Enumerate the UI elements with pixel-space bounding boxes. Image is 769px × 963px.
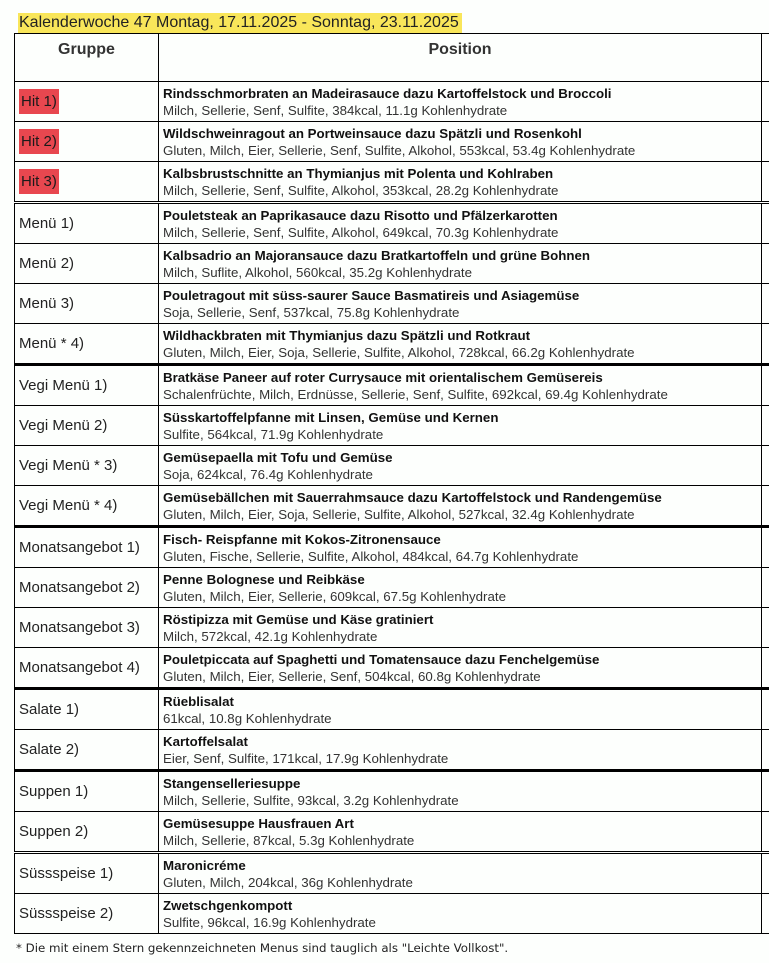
table-row (15, 406, 769, 446)
dish-info: Sulfite, 564kcal, 71.9g Kohlenhydrate (163, 426, 384, 442)
group-label: Vegi Menü * 4) (19, 497, 118, 514)
dish-info: Milch, Suflite, Alkohol, 560kcal, 35.2g Kohlenhydrate (163, 264, 472, 280)
table-row (15, 284, 769, 324)
group-label: Süssspeise 1) (19, 865, 114, 882)
dish-name: Wildhackbraten mit Thymianjus dazu Spätzli und Rotkraut (163, 327, 531, 343)
dish-name: Rindsschmorbraten an Madeirasauce dazu Kartoffelstock und Broccoli (163, 85, 612, 101)
table-header (15, 34, 769, 82)
header-position: Position (159, 34, 762, 82)
table-row (15, 730, 769, 771)
group-cell (15, 284, 159, 324)
dish-name: Bratkäse Paneer auf roter Currysauce mit orientalischem Gemüsereis (163, 369, 603, 385)
position-cell (159, 894, 762, 934)
dish-name: Pouletsteak an Paprikasauce dazu Risotto und Pfälzerkarotten (163, 207, 558, 223)
group-cell (15, 853, 159, 894)
group-cell (15, 648, 159, 689)
group-cell (15, 486, 159, 527)
group-cell (15, 894, 159, 934)
position-cell (159, 122, 762, 162)
group-cell (15, 568, 159, 608)
extra-cell (762, 284, 769, 324)
dish-name: Gemüsepaella mit Tofu und Gemüse (163, 449, 393, 465)
dish-name: Gemüsesuppe Hausfrauen Art (163, 815, 354, 831)
group-cell (15, 324, 159, 365)
dish-name: Stangenselleriesuppe (163, 775, 301, 791)
table-row (15, 82, 769, 122)
position-cell (159, 527, 762, 568)
extra-cell (762, 568, 769, 608)
extra-cell (762, 82, 769, 122)
extra-cell (762, 689, 769, 730)
dish-name: Röstipizza mit Gemüse und Käse gratiniert (163, 611, 434, 627)
table-row (15, 365, 769, 406)
dish-name: Maronicréme (163, 857, 246, 873)
position-cell (159, 284, 762, 324)
table-row (15, 853, 769, 894)
dish-name: Kalbsadrio an Majoransauce dazu Bratkartoffeln und grüne Bohnen (163, 247, 591, 263)
dish-info: Milch, Sellerie, Senf, Sulfite, Alkohol, 649kcal, 70.3g Kohlenhydrate (163, 224, 559, 240)
group-cell (15, 406, 159, 446)
dish-name: Kalbsbrustschnitte an Thymianjus mit Polenta und Kohlraben (163, 165, 554, 181)
position-cell (159, 486, 762, 527)
group-cell (15, 812, 159, 853)
extra-cell (762, 648, 769, 689)
position-cell (159, 82, 762, 122)
dish-info: Milch, Sellerie, 87kcal, 5.3g Kohlenhydrate (163, 832, 415, 848)
dish-info: Milch, 572kcal, 42.1g Kohlenhydrate (163, 628, 378, 644)
extra-cell (762, 486, 769, 527)
table-row (15, 203, 769, 244)
position-cell (159, 730, 762, 771)
group-cell (15, 608, 159, 648)
extra-cell (762, 730, 769, 771)
extra-cell (762, 894, 769, 934)
group-label: Vegi Menü 1) (19, 377, 108, 394)
position-cell (159, 648, 762, 689)
extra-cell (762, 771, 769, 812)
dish-name: Kartoffelsalat (163, 733, 248, 749)
group-label: Monatsangebot 2) (19, 579, 140, 596)
extra-cell (762, 162, 769, 203)
group-label: Salate 1) (19, 701, 80, 718)
table-row (15, 486, 769, 527)
position-cell (159, 244, 762, 284)
dish-info: Eier, Senf, Sulfite, 171kcal, 17.9g Kohlenhydrate (163, 750, 449, 766)
group-label: Vegi Menü * 3) (19, 457, 118, 474)
group-cell (15, 771, 159, 812)
dish-name: Penne Bolognese und Reibkäse (163, 571, 365, 587)
dish-info: Sulfite, 96kcal, 16.9g Kohlenhydrate (163, 914, 376, 930)
dish-info: Soja, Sellerie, Senf, 537kcal, 75.8g Kohlenhydrate (163, 304, 460, 320)
group-label: Menü * 4) (19, 335, 85, 352)
dish-info: Schalenfrüchte, Milch, Erdnüsse, Sellerie, Senf, Sulfite, 692kcal, 69.4g Kohlenhydrate (163, 386, 668, 402)
group-cell (15, 203, 159, 244)
group-label: Vegi Menü 2) (19, 417, 108, 434)
group-label: Salate 2) (19, 741, 80, 758)
dish-info: Milch, Sellerie, Senf, Sulfite, Alkohol, 353kcal, 28.2g Kohlenhydrate (163, 182, 559, 198)
group-label: Monatsangebot 1) (19, 539, 140, 556)
hit-label: Hit 2) (19, 129, 59, 154)
footnote: * Die mit einem Stern gekennzeichneten Menus sind tauglich als "Leichte Vollkost". (16, 941, 509, 955)
group-label: Menü 3) (19, 295, 75, 312)
dish-info: Milch, Sellerie, Senf, Sulfite, 384kcal, 11.1g Kohlenhydrate (163, 102, 508, 118)
table-row (15, 527, 769, 568)
extra-cell (762, 406, 769, 446)
table-row (15, 122, 769, 162)
extra-cell (762, 812, 769, 853)
dish-info: Gluten, Milch, Eier, Sellerie, Senf, 504kcal, 60.8g Kohlenhydrate (163, 668, 541, 684)
group-cell (15, 122, 159, 162)
position-cell (159, 162, 762, 203)
week-title: Kalenderwoche 47 Montag, 17.11.2025 - Sonntag, 23.11.2025 (18, 13, 462, 33)
table-row (15, 244, 769, 284)
position-cell (159, 812, 762, 853)
group-cell (15, 82, 159, 122)
position-cell (159, 446, 762, 486)
position-cell (159, 203, 762, 244)
position-cell (159, 365, 762, 406)
extra-cell (762, 446, 769, 486)
dish-info: Gluten, Milch, Eier, Soja, Sellerie, Sulfite, Alkohol, 728kcal, 66.2g Kohlenhydrate (163, 344, 635, 360)
menu-rows (15, 82, 769, 934)
table-row (15, 324, 769, 365)
dish-info: 61kcal, 10.8g Kohlenhydrate (163, 710, 332, 726)
group-cell (15, 730, 159, 771)
table-row (15, 568, 769, 608)
extra-cell (762, 122, 769, 162)
position-cell (159, 689, 762, 730)
table-row (15, 608, 769, 648)
table-row (15, 894, 769, 934)
group-label: Monatsangebot 3) (19, 619, 140, 636)
hit-label: Hit 3) (19, 169, 59, 194)
group-cell (15, 365, 159, 406)
group-label: Suppen 2) (19, 823, 89, 840)
position-cell (159, 608, 762, 648)
menu-table (14, 33, 769, 934)
position-cell (159, 853, 762, 894)
table-row (15, 812, 769, 853)
dish-name: Rüeblisalat (163, 693, 234, 709)
dish-name: Pouletpiccata auf Spaghetti und Tomatensauce dazu Fenchelgemüse (163, 651, 600, 667)
extra-cell (762, 244, 769, 284)
extra-cell (762, 853, 769, 894)
position-cell (159, 324, 762, 365)
dish-name: Zwetschgenkompott (163, 897, 293, 913)
table-row (15, 689, 769, 730)
dish-name: Wildschweinragout an Portweinsauce dazu Spätzli und Rosenkohl (163, 125, 582, 141)
hit-label: Hit 1) (19, 89, 59, 114)
dish-info: Gluten, Milch, 204kcal, 36g Kohlenhydrate (163, 874, 413, 890)
group-cell (15, 527, 159, 568)
position-cell (159, 568, 762, 608)
position-cell (159, 771, 762, 812)
table-row (15, 446, 769, 486)
extra-cell (762, 527, 769, 568)
group-label: Süssspeise 2) (19, 905, 114, 922)
position-cell (159, 406, 762, 446)
group-cell (15, 689, 159, 730)
table-row (15, 648, 769, 689)
dish-info: Gluten, Milch, Eier, Sellerie, 609kcal, 67.5g Kohlenhydrate (163, 588, 506, 604)
group-label: Suppen 1) (19, 783, 89, 800)
header-group: Gruppe (15, 34, 159, 82)
header-extra (762, 34, 769, 82)
dish-info: Gluten, Milch, Eier, Soja, Sellerie, Sulfite, Alkohol, 527kcal, 32.4g Kohlenhydrate (163, 506, 635, 522)
extra-cell (762, 365, 769, 406)
group-label: Menü 1) (19, 215, 75, 232)
group-cell (15, 446, 159, 486)
group-label: Monatsangebot 4) (19, 659, 140, 676)
dish-info: Gluten, Fische, Sellerie, Sulfite, Alkohol, 484kcal, 64.7g Kohlenhydrate (163, 548, 579, 564)
dish-info: Soja, 624kcal, 76.4g Kohlenhydrate (163, 466, 373, 482)
group-cell (15, 162, 159, 203)
extra-cell (762, 203, 769, 244)
group-label: Menü 2) (19, 255, 75, 272)
dish-name: Fisch- Reispfanne mit Kokos-Zitronensauce (163, 531, 441, 547)
table-row (15, 771, 769, 812)
dish-name: Süsskartoffelpfanne mit Linsen, Gemüse und Kernen (163, 409, 499, 425)
dish-name: Gemüsebällchen mit Sauerrahmsauce dazu Kartoffelstock und Randengemüse (163, 489, 662, 505)
dish-info: Milch, Sellerie, Sulfite, 93kcal, 3.2g Kohlenhydrate (163, 792, 459, 808)
extra-cell (762, 324, 769, 365)
dish-name: Pouletragout mit süss-saurer Sauce Basmatireis und Asiagemüse (163, 287, 580, 303)
extra-cell (762, 608, 769, 648)
group-cell (15, 244, 159, 284)
table-row (15, 162, 769, 203)
dish-info: Gluten, Milch, Eier, Sellerie, Senf, Sulfite, Alkohol, 553kcal, 53.4g Kohlenhydrate (163, 142, 636, 158)
